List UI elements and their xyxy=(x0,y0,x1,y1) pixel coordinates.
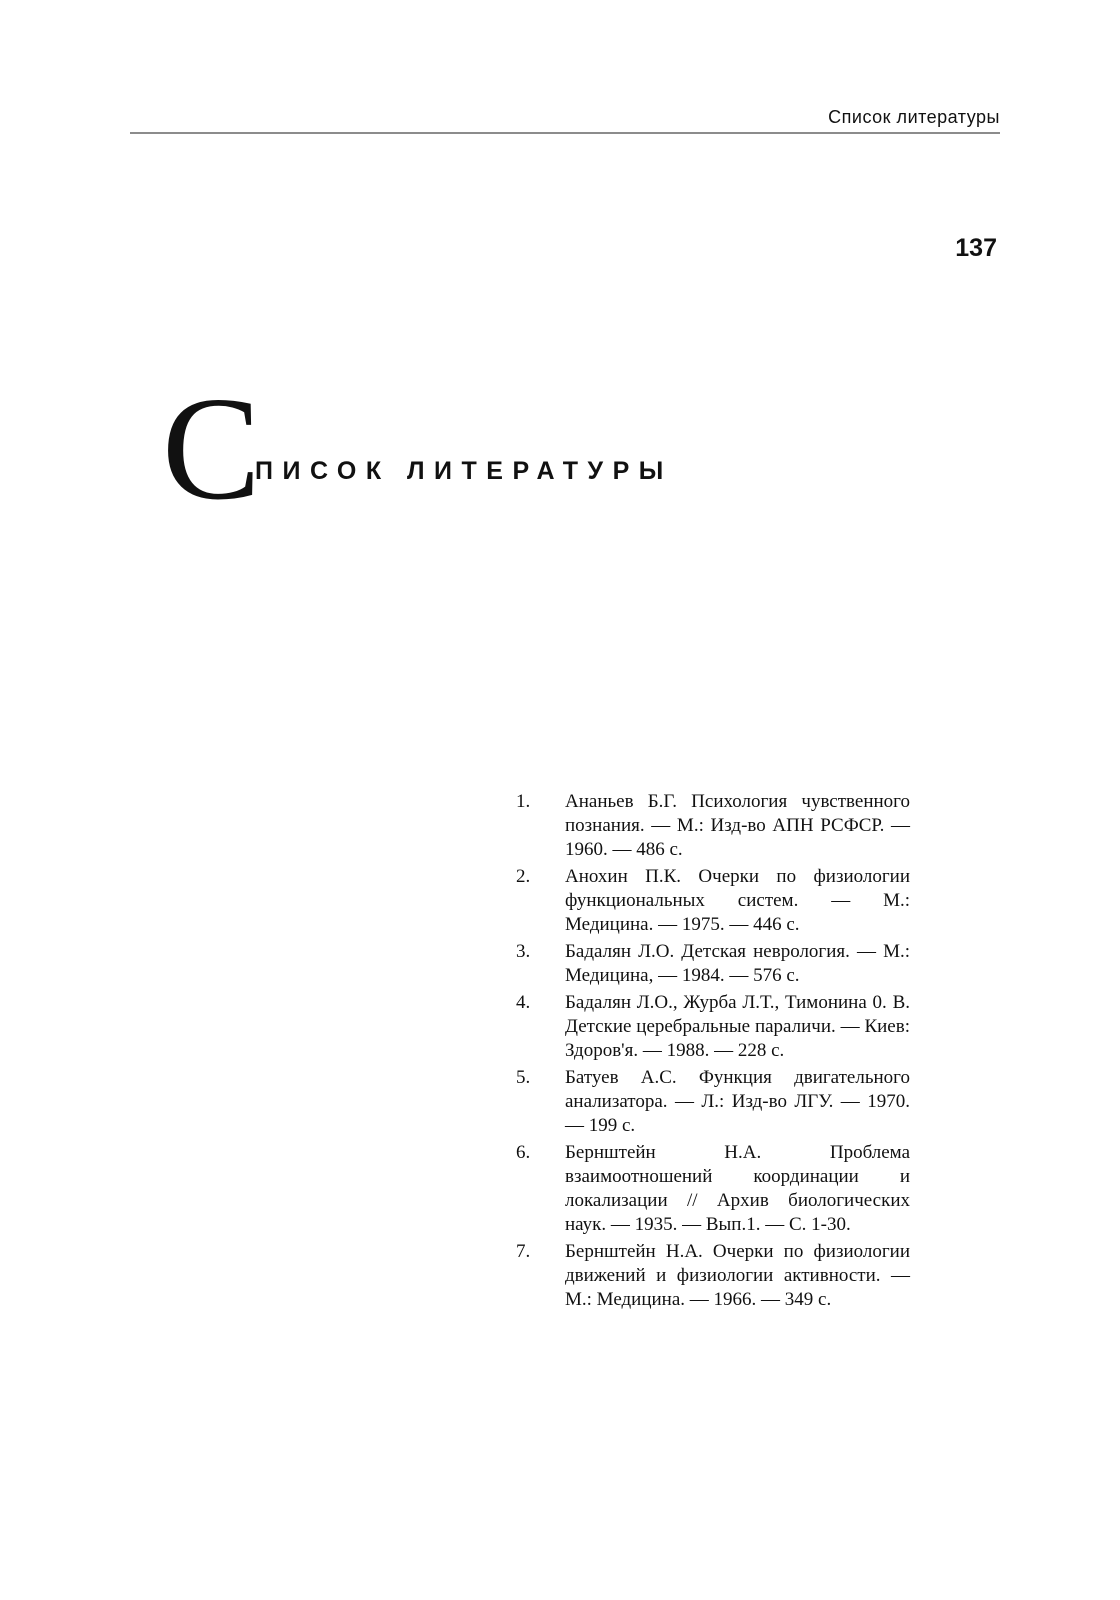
bibliography-entry xyxy=(516,790,916,862)
bibliography-entry xyxy=(516,1066,916,1138)
bibliography-entry-number: 5. xyxy=(516,1067,531,1088)
chapter-title-drop-cap: С xyxy=(162,367,261,531)
bibliography-entry xyxy=(516,865,916,937)
running-title: Список литературы xyxy=(828,107,1000,127)
bibliography-entry-number: 7. xyxy=(516,1241,531,1262)
bibliography-entry xyxy=(516,1141,916,1237)
bibliography-entry-number: 3. xyxy=(516,941,531,962)
bibliography-entry xyxy=(516,940,916,988)
page-number: 137 xyxy=(955,234,997,262)
bibliography-entry xyxy=(516,991,916,1063)
bibliography-entry-number: 4. xyxy=(516,992,531,1013)
bibliography-entry-text: Бадалян Л.О. Детская неврология. — М.: Медицина, — 1984. — 576 с. xyxy=(565,941,910,986)
bibliography-entry xyxy=(516,1240,916,1312)
bibliography-entry-number: 2. xyxy=(516,866,531,887)
bibliography-entry-text: Ананьев Б.Г. Психология чувственного познания. — М.: Изд-во АПН РСФСР. — 1960. — 486 с. xyxy=(565,791,910,860)
bibliography-list xyxy=(516,790,916,1315)
bibliography-entry-number: 1. xyxy=(516,791,531,812)
bibliography-entry-text: Бернштейн Н.А. Очерки по физиологии движений и физиологии активности. — М.: Медицина. — 1966. — 349 с. xyxy=(565,1241,910,1310)
bibliography-entry-text: Анохин П.К. Очерки по физиологии функциональных систем. — М.: Медицина. — 1975. — 446 с. xyxy=(565,866,910,935)
bibliography-entry-text: Бернштейн Н.А. Проблема взаимоотношений координации и локализации // Архив биологических наук. — 1935. — Вып.1. — С. 1-30. xyxy=(565,1142,910,1235)
bibliography-entry-text: Бадалян Л.О., Журба Л.Т., Тимонина 0. В. Детские церебральные параличи. — Киев: Здоров'я. — 1988. — 228 с. xyxy=(565,992,910,1061)
running-header xyxy=(130,105,1000,262)
bibliography-entry-text: Батуев А.С. Функция двигательного анализатора. — Л.: Изд-во ЛГУ. — 1970. — 199 с. xyxy=(565,1067,910,1136)
chapter-title-text: ПИСОК ЛИТЕРАТУРЫ xyxy=(255,457,673,485)
bibliography-entry-number: 6. xyxy=(516,1142,531,1163)
